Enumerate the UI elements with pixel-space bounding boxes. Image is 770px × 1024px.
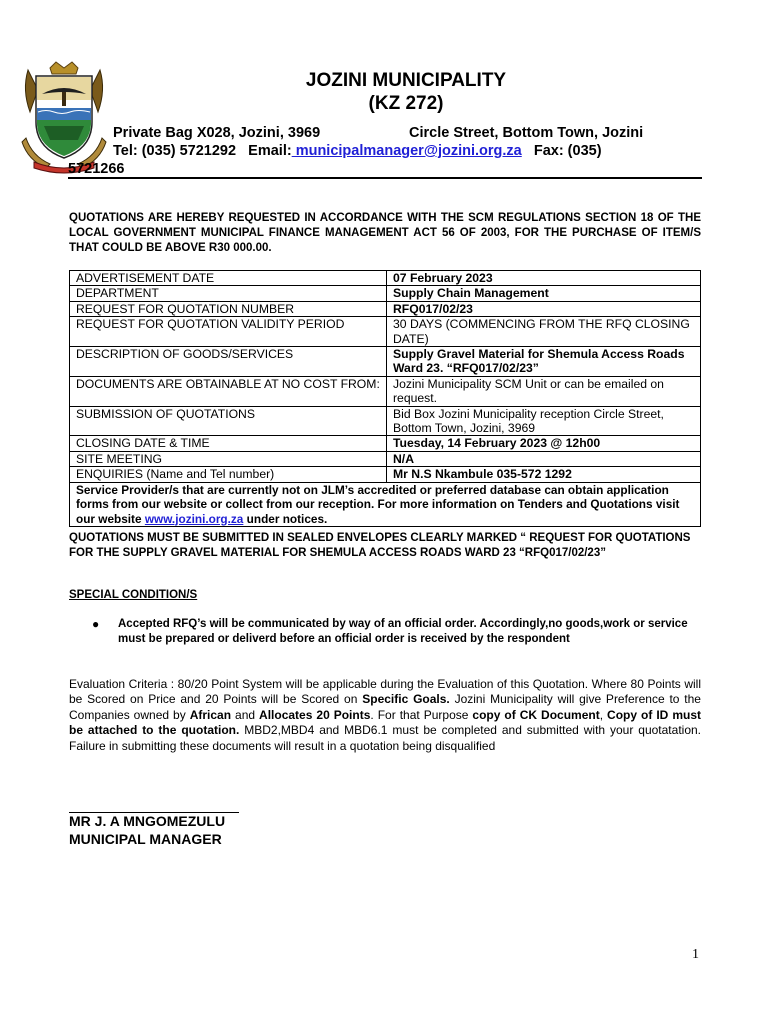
signatory-title: MUNICIPAL MANAGER: [69, 831, 222, 847]
submission-note: QUOTATIONS MUST BE SUBMITTED IN SEALED ENVELOPES CLEARLY MARKED “ REQUEST FOR QUOTATIONS FOR THE SUPPLY GRAVEL MATERIAL FOR SHEMULA ACCESS ROADS WARD 23 “RFQ017/02/23”: [69, 532, 691, 559]
row-value: N/A: [387, 451, 701, 466]
row-value: Tuesday, 14 February 2023 @ 12h00: [387, 436, 701, 451]
row-value: Bid Box Jozini Municipality reception Circle Street, Bottom Town, Jozini, 3969: [387, 406, 701, 436]
row-label: REQUEST FOR QUOTATION VALIDITY PERIOD: [70, 317, 387, 347]
fax: Fax: (035): [533, 143, 602, 159]
eval-bold: Copy of ID must be attached to the quotation.: [69, 707, 702, 738]
eval-text: Evaluation Criteria : 80/20 Point System will be applicable during the Evaluation of this Quotation. Where 80 Points will be Scored on Price and 20 Points will be Scored on: [69, 677, 701, 707]
table-row: [70, 376, 701, 406]
street-address: Circle Street, Bottom Town, Jozini: [409, 125, 644, 141]
special-condition-item: Accepted RFQ’s will be communicated by way of an official order. Accordingly,no goods,work or service must be prepared or deliverd before an official order is received by the respondent: [118, 618, 688, 645]
postal-address: Private Bag X028, Jozini, 3969: [113, 125, 321, 141]
table-footer-row: [70, 482, 701, 526]
eval-text: MBD2,MBD4 and MBD6.1 must be completed and submitted with your quotatation. Failure in submitting these documents will result in a quotation being disqualified: [69, 723, 701, 753]
footer-text: Service Provider/s that are currently not on JLM’s accredited or preferred database can obtain application forms from our website or collect from our reception. For more information on Tenders and Quotations visit our website: [76, 482, 680, 526]
row-label: SITE MEETING: [70, 451, 387, 466]
row-label: CLOSING DATE & TIME: [70, 436, 387, 451]
eval-bold: Specific Goals.: [362, 692, 450, 707]
table-row: [70, 406, 701, 436]
signatory-name: MR J. A MNGOMEZULU: [69, 813, 226, 829]
row-label: DESCRIPTION OF GOODS/SERVICES: [70, 347, 387, 377]
row-label: ADVERTISEMENT DATE: [70, 271, 387, 286]
row-value: Mr N.S Nkambule 035-572 1292: [387, 467, 701, 482]
fax-continuation: 5721266: [68, 161, 125, 177]
row-label: DOCUMENTS ARE OBTAINABLE AT NO COST FROM:: [70, 376, 387, 406]
contact-line: [113, 143, 602, 159]
bullet-icon: ●: [92, 617, 100, 631]
telephone: Tel: (035) 5721292: [113, 143, 237, 159]
table-row: [70, 286, 701, 301]
row-value: RFQ017/02/23: [387, 301, 701, 316]
evaluation-paragraph: [69, 677, 701, 754]
row-value: 07 February 2023: [387, 271, 701, 286]
municipality-code: (KZ 272): [368, 93, 444, 114]
row-label: SUBMISSION OF QUOTATIONS: [70, 406, 387, 436]
eval-text: . For that Purpose: [370, 707, 473, 722]
row-value: 30 DAYS (COMMENCING FROM THE RFQ CLOSING DATE): [387, 317, 701, 347]
row-label: DEPARTMENT: [70, 286, 387, 301]
row-value: Supply Gravel Material for Shemula Access Roads Ward 23. “RFQ017/02/23”: [387, 347, 701, 377]
table-row: [70, 451, 701, 466]
row-label: REQUEST FOR QUOTATION NUMBER: [70, 301, 387, 316]
eval-bold: copy of CK Document: [472, 707, 600, 722]
page-number: 1: [692, 947, 699, 962]
table-row: [70, 301, 701, 316]
table-footer-note: [70, 482, 701, 526]
eval-bold: African: [189, 707, 232, 722]
eval-text: ,: [599, 707, 608, 722]
header-divider: [68, 177, 702, 179]
municipality-title: JOZINI MUNICIPALITY: [305, 70, 507, 91]
table-row: [70, 467, 701, 482]
eval-text: Jozini Municipality will give Preference to the Companies owned by: [69, 692, 701, 722]
row-label: ENQUIRIES (Name and Tel number): [70, 467, 387, 482]
table-row: [70, 317, 701, 347]
special-conditions-heading: SPECIAL CONDITION/S: [69, 589, 198, 601]
table-row: [70, 271, 701, 286]
table-row: [70, 347, 701, 377]
website-link[interactable]: www.jozini.org.za: [144, 511, 244, 526]
intro-paragraph: QUOTATIONS ARE HEREBY REQUESTED IN ACCORDANCE WITH THE SCM REGULATIONS SECTION 18 OF THE LOCAL GOVERNMENT MUNICIPAL FINANCE MANAGEMENT ACT 56 OF 2003, FOR THE PURCHASE OF ITEM/S THAT COULD BE ABOVE R30 000.00.: [69, 212, 701, 254]
table-row: [70, 436, 701, 451]
row-value: Supply Chain Management: [387, 286, 701, 301]
email-link[interactable]: municipalmanager@jozini.org.za: [291, 143, 522, 159]
row-value: Jozini Municipality SCM Unit or can be emailed on request.: [387, 376, 701, 406]
footer-end: under notices.: [243, 511, 328, 526]
email-label: Email:: [248, 143, 292, 159]
eval-text: and: [231, 707, 260, 722]
rfq-details-table: [69, 270, 701, 527]
eval-bold: Allocates 20 Points: [259, 707, 371, 722]
